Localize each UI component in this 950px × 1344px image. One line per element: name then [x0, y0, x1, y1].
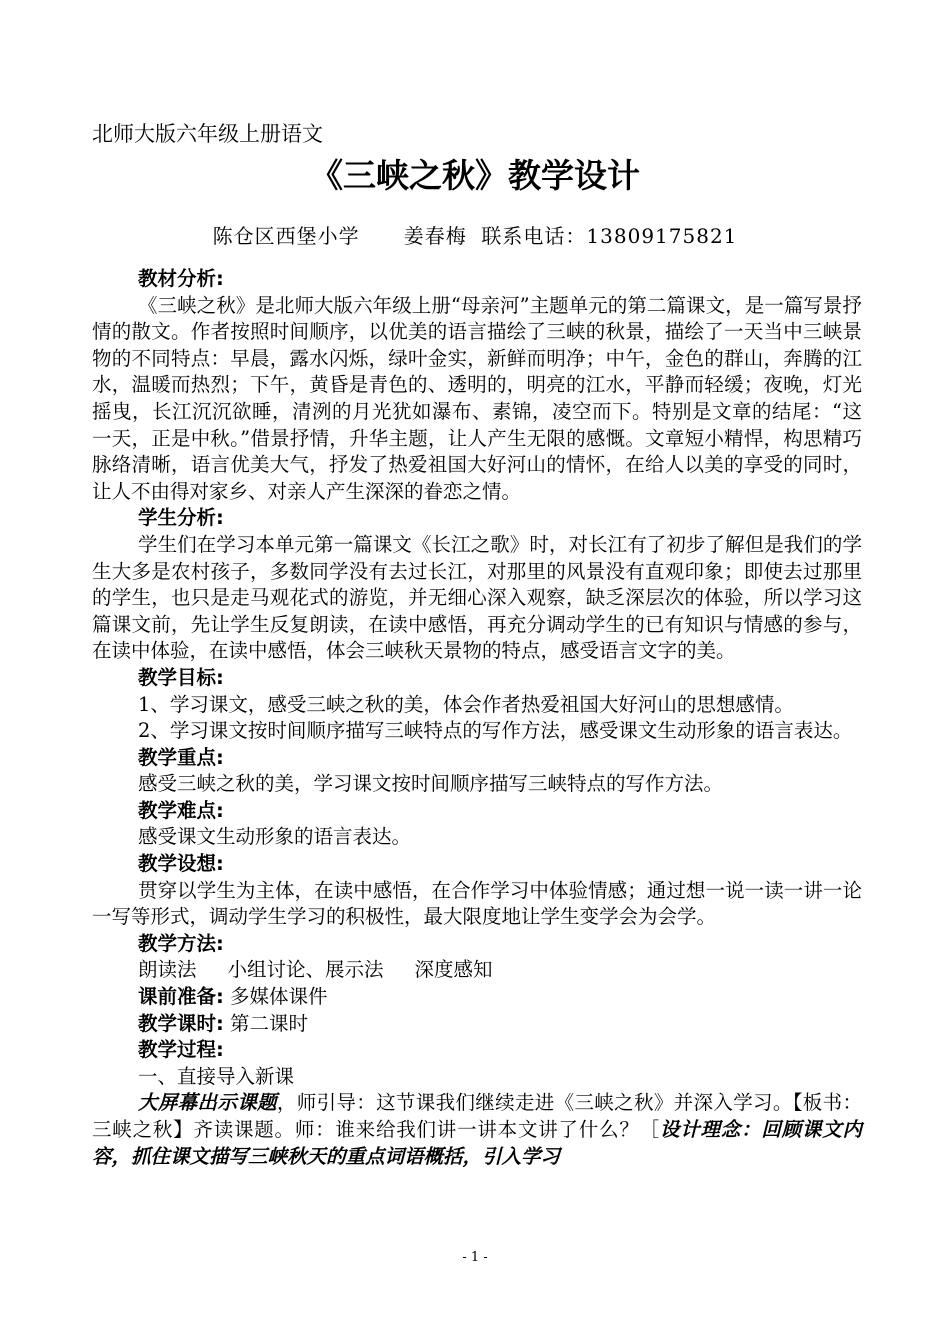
- difficulty-paragraph: 感受课文生动形象的语言表达。: [138, 825, 412, 849]
- step1-text: ，师引导：这节课我们继续走进《三峡之秋》并深入学习。【板书：三峡之秋】齐读课题。师：谁来给我们讲一讲本文讲了什么？［: [92, 1091, 862, 1141]
- document-body: [92, 266, 862, 1170]
- idea-paragraph: 贯穿以学生为主体，在读中感悟，在合作学习中体验情感；通过想一说一读一讲一论一写等形式，调动学生学习的积极性，最大限度地让学生变学会为会学。: [92, 878, 862, 929]
- material-paragraph: 《三峡之秋》是北师大版六年级上册“母亲河”主题单元的第二篇课文，是一篇写景抒情的散文。作者按照时间顺序，以优美的语言描绘了三峡的秋景，描绘了一天当中三峡景物的不同特点：早晨，露水闪烁，绿叶金实，新鲜而明净；中午，金色的群山，奔腾的江水，温暖而热烈；下午，黄昏是青色的、透明的，明亮的江水，平静而轻缓；夜晚，灯光摇曳，长江沉沉欲睡，清洌的月光犹如瀑布、素锦，凌空而下。特别是文章的结尾：“这一天，正是中秋。”借景抒情，升华主题，让人产生无限的感慨。文章短小精悍，构思精巧脉络清晰，语言优美大气，抒发了热爱祖国大好河山的情怀，在给人以美的享受的同时，让人不由得对家乡、对亲人产生深深的眷恋之情。: [92, 293, 862, 503]
- step1-design-note: 设计理念：回顾课文内容，抓住课文描写三峡秋天的重点词语概括，引入学习: [92, 1118, 862, 1168]
- document-title: 《三峡之秋》教学设计: [310, 156, 640, 195]
- hours-label: 教学课时:: [138, 1011, 224, 1035]
- method-paragraph: 朗读法 小组讨论、展示法 深度感知: [138, 958, 493, 982]
- difficulty-heading: 教学难点:: [138, 798, 224, 822]
- student-heading: 学生分析:: [138, 506, 224, 530]
- key-paragraph: 感受三峡之秋的美，学习课文按时间顺序描写三峡特点的写作方法。: [138, 772, 724, 796]
- goal-item-1: 1、学习课文，感受三峡之秋的美，体会作者热爱祖国大好河山的思想感情。: [138, 692, 794, 716]
- author-line: 陈仓区西堡小学 姜春梅 联系电话：13809175821: [212, 224, 738, 248]
- student-paragraph: 学生们在学习本单元第一篇课文《长江之歌》时，对长江有了初步了解但是我们的学生大多是农村孩子，多数同学没有去过长江，对那里的风景没有直观印象；即使去过那里的学生，也只是走马观花式的游览，并无细心深入观察，缺乏深层次的体验，所以学习这篇课文前，先让学生反复朗读，在读中感悟，再充分调动学生的已有知识与情感的参与，在读中体验，在读中感悟，体会三峡秋天景物的特点，感受语言文字的美。: [92, 532, 862, 663]
- prep-line: [92, 984, 862, 1011]
- prep-value: 多媒体课件: [223, 985, 328, 1009]
- hours-line: [92, 1011, 862, 1038]
- key-heading: 教学重点:: [138, 745, 224, 769]
- page-number: - 1 -: [462, 1250, 488, 1265]
- goal-item-2: 2、学习课文按时间顺序描写三峡特点的写作方法，感受课文生动形象的语言表达。: [138, 719, 853, 743]
- idea-heading: 教学设想:: [138, 852, 224, 876]
- hours-value: 第二课时: [223, 1011, 309, 1035]
- material-heading: 教材分析:: [138, 267, 224, 290]
- method-heading: 教学方法:: [138, 931, 224, 955]
- series-label: 北师大版六年级上册语文: [92, 122, 323, 146]
- step1-lead: 大屏幕出示课题: [138, 1091, 277, 1115]
- prep-label: 课前准备:: [138, 985, 224, 1009]
- process-step-1: 一、直接导入新课: [138, 1064, 295, 1088]
- goals-heading: 教学目标:: [138, 665, 224, 689]
- process-heading: 教学过程:: [138, 1038, 224, 1062]
- process-step-1-paragraph: [92, 1090, 862, 1170]
